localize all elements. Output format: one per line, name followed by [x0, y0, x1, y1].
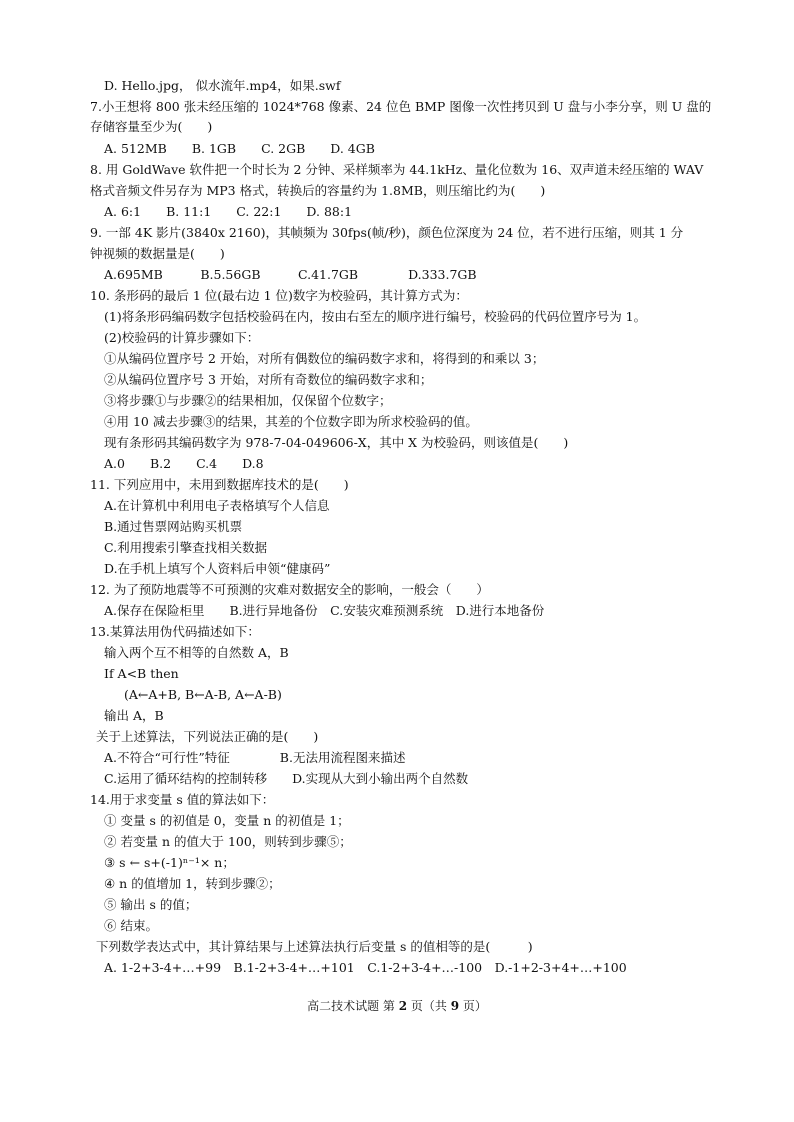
question-10-step-1: ①从编码位置序号 2 开始，对所有偶数位的编码数字求和，将得到的和乘以 3；	[104, 351, 545, 366]
question-13-prompt: 关于上述算法，下列说法正确的是( )	[96, 729, 319, 744]
algorithm-step-6: ⑥ 结束。	[104, 918, 158, 933]
question-9: 9. 一部 4K 影片(3840x 2160)，其帧频为 30fps(帧/秒)，颜色位深度为 24 位，若不进行压缩，则其 1 分	[90, 225, 684, 240]
algorithm-step-2: ② 若变量 n 的值大于 100，则转到步骤⑤；	[104, 834, 352, 849]
algorithm-step-4: ④ n 的值增加 1，转到步骤②；	[104, 876, 281, 891]
question-7: 7.小王想将 800 张未经压缩的 1024*768 像素、24 位色 BMP 图像一次性拷贝到 U 盘与小李分享，则 U 盘的	[90, 99, 712, 114]
question-10-step-3: ③将步骤①与步骤②的结果相加，仅保留个位数字；	[104, 393, 392, 408]
question-9-options: A.695MB B.5.56GB C.41.7GB D.333.7GB	[104, 267, 477, 282]
question-10-options: A.0 B.2 C.4 D.8	[104, 456, 264, 471]
algorithm-step-5: ⑤ 输出 s 的值；	[104, 897, 198, 912]
question-12: 12. 为了预防地震等不可预测的灾难对数据安全的影响，一般会（ ）	[90, 582, 489, 597]
footer-middle: 页（共	[407, 999, 451, 1013]
question-11-option-b: B.通过售票网站购买机票	[104, 519, 243, 534]
question-14-prompt: 下列数学表达式中，其计算结果与上述算法执行后变量 s 的值相等的是( )	[96, 939, 533, 954]
pseudocode-output: 输出 A，B	[104, 708, 164, 723]
question-13: 13.某算法用伪代码描述如下：	[90, 624, 260, 639]
question-10-prompt: 现有条形码其编码数字为 978-7-04-049606-X，其中 X 为校验码，则该值是( )	[104, 435, 569, 450]
question-10-rule-2: (2)校验码的计算步骤如下：	[104, 330, 260, 345]
algorithm-step-1: ① 变量 s 的初值是 0，变量 n 的初值是 1；	[104, 813, 350, 828]
question-10-rule-1: (1)将条形码编码数字包括校验码在内，按由右至左的顺序进行编号，校验码的代码位置序号为 1。	[104, 309, 647, 324]
question-11-option-a: A.在计算机中利用电子表格填写个人信息	[104, 498, 330, 513]
question-9-cont: 钟视频的数据量是( )	[90, 246, 225, 261]
question-14-options: A. 1-2+3-4+…+99 B.1-2+3-4+…+101 C.1-2+3-4+…-100 D.-1+2-3+4+…+100	[104, 960, 627, 975]
question-7-cont: 存储容量至少为( )	[90, 119, 213, 134]
question-10-step-4: ④用 10 减去步骤③的结果，其差的个位数字即为所求校验码的值。	[104, 414, 478, 429]
question-14: 14.用于求变量 s 值的算法如下：	[90, 792, 275, 807]
question-12-options: A.保存在保险柜里 B.进行异地备份 C.安装灾难预测系统 D.进行本地备份	[104, 603, 545, 618]
question-11-option-c: C.利用搜索引擎查找相关数据	[104, 540, 268, 555]
question-13-options-ab: A.不符合“可行性”特征 B.无法用流程图来描述	[104, 750, 406, 765]
footer-prefix: 高二技术试题 第	[307, 999, 399, 1013]
pseudocode-swap: (A←A+B, B←A-B, A←A-B)	[124, 687, 282, 702]
question-10: 10. 条形码的最后 1 位(最右边 1 位)数字为校验码，其计算方式为：	[90, 288, 468, 303]
footer-total-pages: 9	[450, 999, 460, 1013]
algorithm-step-3: ③ s ← s+(-1)ⁿ⁻¹× n；	[104, 855, 235, 870]
question-11-option-d: D.在手机上填写个人资料后申领“健康码”	[104, 561, 331, 576]
question-10-step-2: ②从编码位置序号 3 开始，对所有奇数位的编码数字求和；	[104, 372, 433, 387]
pseudocode-input: 输入两个互不相等的自然数 A，B	[104, 645, 289, 660]
page-footer	[0, 998, 794, 1014]
question-8: 8. 用 GoldWave 软件把一个时长为 2 分钟、采样频率为 44.1kHz、量化位数为 16、双声道未经压缩的 WAV	[90, 162, 704, 177]
question-11: 11. 下列应用中，未用到数据库技术的是( )	[90, 477, 349, 492]
pseudocode-if: If A<B then	[104, 666, 179, 681]
option-line-q6d: D. Hello.jpg， 似水流年.mp4，如果.swf	[104, 78, 341, 93]
footer-suffix: 页）	[459, 999, 487, 1013]
question-7-options: A. 512MB B. 1GB C. 2GB D. 4GB	[104, 141, 375, 156]
question-13-options-cd: C.运用了循环结构的控制转移 D.实现从大到小输出两个自然数	[104, 771, 469, 786]
question-8-cont: 格式音频文件另存为 MP3 格式，转换后的容量约为 1.8MB，则压缩比约为( )	[90, 183, 546, 198]
footer-page-number: 2	[398, 999, 408, 1013]
question-8-options: A. 6:1 B. 11:1 C. 22:1 D. 88:1	[104, 204, 353, 219]
